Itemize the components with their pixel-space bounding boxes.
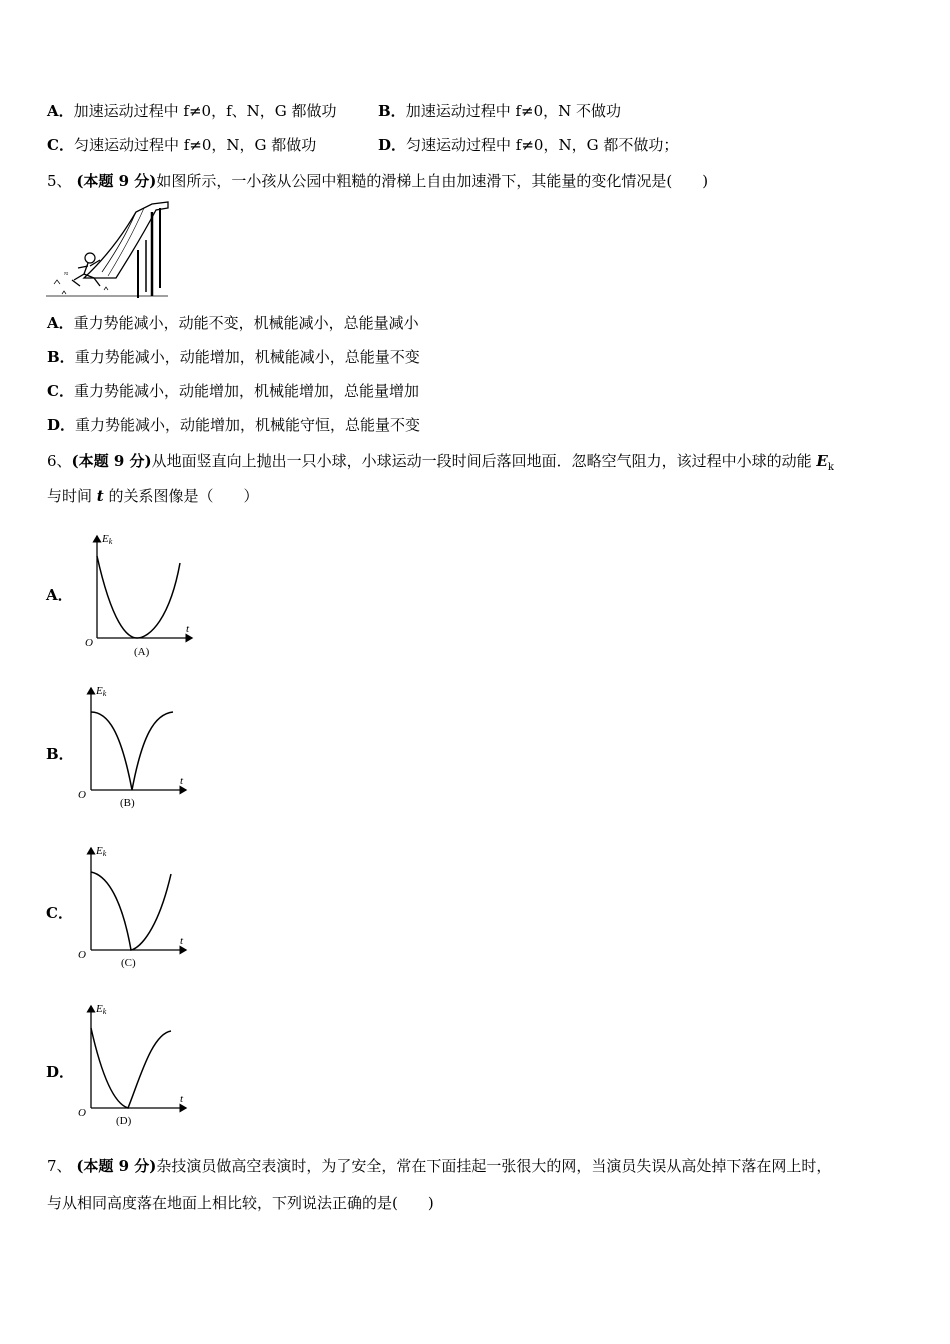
question-number: 7、 xyxy=(47,1157,72,1175)
option-text: 重力势能减小，动能增加，机械能守恒，总能量不变 xyxy=(75,416,421,434)
origin-label: O xyxy=(78,949,86,961)
ek-symbol: E xyxy=(816,452,828,470)
question-text: 与时间 xyxy=(47,487,97,505)
q4-option-c xyxy=(47,135,316,155)
q5-stem xyxy=(47,171,708,191)
question-number: 6、 xyxy=(47,452,72,470)
q6-option-c-label[interactable]: C． xyxy=(46,904,73,922)
q6-graph-c[interactable] xyxy=(76,840,191,975)
x-axis-label: t xyxy=(180,935,184,947)
option-text: 加速运动过程中 f≠0，N 不做功 xyxy=(405,102,622,120)
option-label: D． xyxy=(47,416,76,434)
child-exclaim-mark: ≈ xyxy=(64,269,69,278)
origin-label: O xyxy=(78,1107,86,1119)
question-points: (本题 9 分) xyxy=(76,1157,157,1175)
q5-option-a xyxy=(47,313,419,333)
ek-curve xyxy=(97,556,180,638)
ek-curve xyxy=(91,1028,171,1108)
question-text: 杂技演员做高空表演时，为了安全，常在下面挂起一张很大的网，当演员失误从高处掉下落在网上时， xyxy=(156,1157,832,1175)
x-axis-label: t xyxy=(180,775,184,787)
question-points: (本题 9 分) xyxy=(71,452,152,470)
y-axis-label: Ek xyxy=(96,685,107,698)
question-text: 与从相同高度落在地面上相比较，下列说法正确的是( ) xyxy=(47,1194,434,1212)
q6-option-d-label[interactable]: D． xyxy=(46,1063,75,1081)
ek-curve xyxy=(91,712,173,790)
option-label: C． xyxy=(47,382,74,400)
option-label: D． xyxy=(378,136,407,154)
q5-option-c xyxy=(47,381,419,401)
q6-graph-a[interactable] xyxy=(82,528,197,663)
option-text: 重力势能减小，动能增加，机械能增加，总能量增加 xyxy=(73,382,419,400)
option-label: A． xyxy=(47,314,74,332)
origin-label: O xyxy=(85,637,93,649)
x-axis-label: t xyxy=(186,623,190,635)
question-text: 从地面竖直向上抛出一只小球，小球运动一段时间后落回地面．忽略空气阻力，该过程中小球的动能 xyxy=(151,452,817,470)
question-points: (本题 9 分) xyxy=(76,172,157,190)
q6-option-a-label[interactable]: A． xyxy=(46,586,73,604)
option-text: 加速运动过程中 f≠0，f、N，G 都做功 xyxy=(73,102,337,120)
option-label: C． xyxy=(47,136,74,154)
q7-stem-line2 xyxy=(47,1193,434,1213)
option-text: 匀速运动过程中 f≠0，N，G 都不做功； xyxy=(406,136,679,154)
q6-stem-line1 xyxy=(47,451,834,478)
graph-caption: (A) xyxy=(134,646,150,658)
option-text: 匀速运动过程中 f≠0，N，G 都做功 xyxy=(73,136,317,154)
q7-stem-line1 xyxy=(47,1156,831,1176)
t-symbol: t xyxy=(96,487,104,505)
q6-option-b-label[interactable]: B． xyxy=(46,745,74,763)
y-axis-label: Ek xyxy=(96,845,107,858)
question-text: 如图所示，一小孩从公园中粗糙的滑梯上自由加速滑下，其能量的变化情况是( ) xyxy=(156,172,709,190)
graph-caption: (B) xyxy=(120,797,135,809)
y-axis-label: Ek xyxy=(96,1003,107,1016)
graph-caption: (C) xyxy=(121,957,136,969)
option-label: B． xyxy=(378,102,406,120)
slide-illustration xyxy=(44,200,170,302)
graph-caption: (D) xyxy=(116,1115,132,1127)
option-text: 重力势能减小，动能增加，机械能减小，总能量不变 xyxy=(74,348,420,366)
y-axis-label: Ek xyxy=(102,533,113,546)
q4-option-d xyxy=(378,135,678,155)
q6-stem-line2 xyxy=(47,486,259,506)
question-number: 5、 xyxy=(47,172,72,190)
option-label: A． xyxy=(47,102,74,120)
q5-option-d xyxy=(47,415,420,435)
q5-option-b xyxy=(47,347,420,367)
option-text: 重力势能减小，动能不变，机械能减小，总能量减小 xyxy=(73,314,419,332)
q4-option-b xyxy=(378,101,621,121)
x-axis-label: t xyxy=(180,1093,184,1105)
q6-graph-b[interactable] xyxy=(76,682,191,817)
ek-curve xyxy=(91,872,171,950)
question-text: 的关系图像是（ ） xyxy=(103,487,259,505)
ek-subscript: k xyxy=(827,462,834,473)
option-label: B． xyxy=(47,348,75,366)
q6-graph-d[interactable] xyxy=(76,998,191,1133)
q4-option-a xyxy=(47,101,337,121)
origin-label: O xyxy=(78,789,86,801)
